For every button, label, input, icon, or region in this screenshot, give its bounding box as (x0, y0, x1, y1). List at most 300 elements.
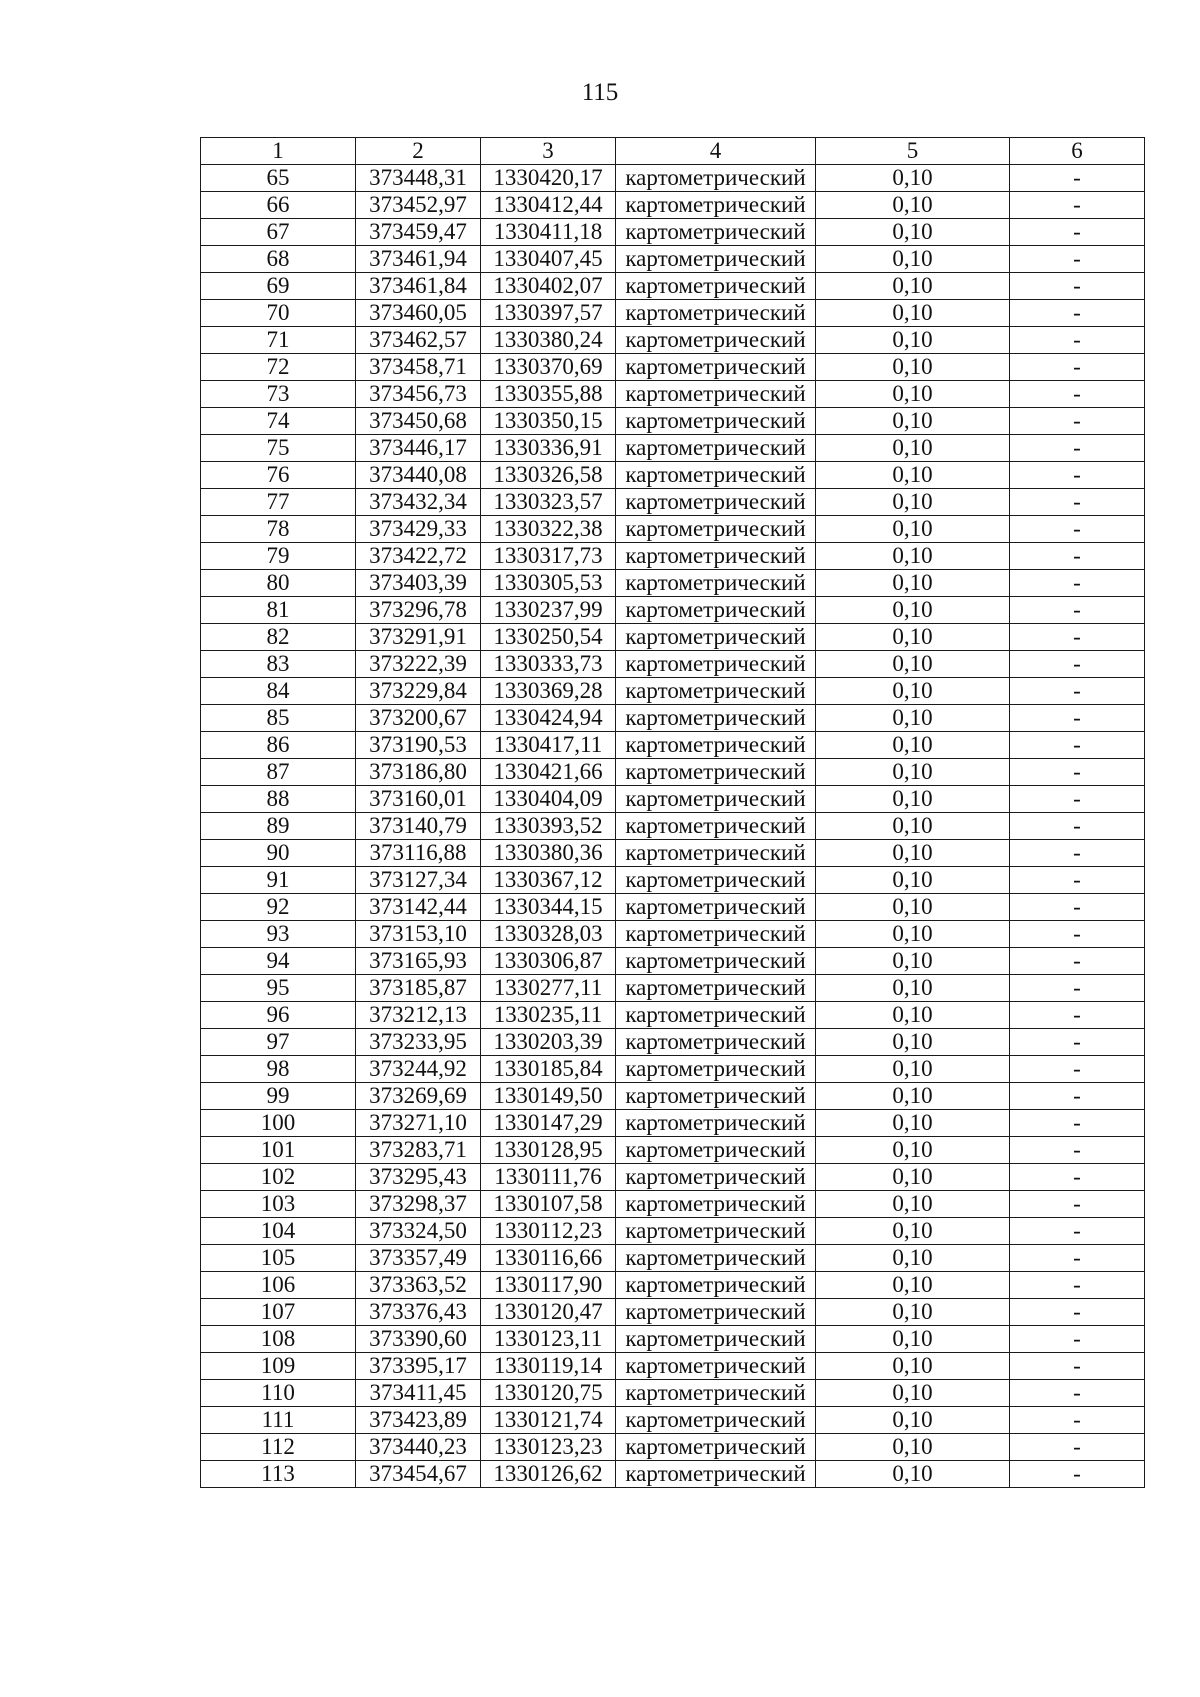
point-number-cell: 112 (201, 1434, 356, 1461)
point-number-cell: 94 (201, 948, 356, 975)
column-header-2: 2 (356, 138, 481, 165)
method-cell: картометрический (616, 354, 816, 381)
y-coordinate-cell: 1330237,99 (481, 597, 616, 624)
method-cell: картометрический (616, 165, 816, 192)
method-cell: картометрический (616, 1380, 816, 1407)
point-number-cell: 106 (201, 1272, 356, 1299)
point-number-cell: 76 (201, 462, 356, 489)
method-cell: картометрический (616, 1407, 816, 1434)
x-coordinate-cell: 373212,13 (356, 1002, 481, 1029)
point-number-cell: 65 (201, 165, 356, 192)
accuracy-cell: 0,10 (816, 570, 1010, 597)
x-coordinate-cell: 373448,31 (356, 165, 481, 192)
accuracy-cell: 0,10 (816, 894, 1010, 921)
column-header-6: 6 (1010, 138, 1145, 165)
method-cell: картометрический (616, 543, 816, 570)
y-coordinate-cell: 1330323,57 (481, 489, 616, 516)
y-coordinate-cell: 1330185,84 (481, 1056, 616, 1083)
accuracy-cell: 0,10 (816, 651, 1010, 678)
accuracy-cell: 0,10 (816, 1326, 1010, 1353)
point-number-cell: 71 (201, 327, 356, 354)
y-coordinate-cell: 1330116,66 (481, 1245, 616, 1272)
method-cell: картометрический (616, 894, 816, 921)
description-cell: - (1010, 516, 1145, 543)
y-coordinate-cell: 1330393,52 (481, 813, 616, 840)
method-cell: картометрический (616, 273, 816, 300)
y-coordinate-cell: 1330203,39 (481, 1029, 616, 1056)
description-cell: - (1010, 300, 1145, 327)
accuracy-cell: 0,10 (816, 1245, 1010, 1272)
point-number-cell: 79 (201, 543, 356, 570)
description-cell: - (1010, 813, 1145, 840)
y-coordinate-cell: 1330317,73 (481, 543, 616, 570)
description-cell: - (1010, 435, 1145, 462)
table-row (201, 1191, 1145, 1218)
accuracy-cell: 0,10 (816, 1110, 1010, 1137)
description-cell: - (1010, 1299, 1145, 1326)
x-coordinate-cell: 373324,50 (356, 1218, 481, 1245)
point-number-cell: 98 (201, 1056, 356, 1083)
y-coordinate-cell: 1330322,38 (481, 516, 616, 543)
description-cell: - (1010, 462, 1145, 489)
y-coordinate-cell: 1330111,76 (481, 1164, 616, 1191)
description-cell: - (1010, 381, 1145, 408)
method-cell: картометрический (616, 435, 816, 462)
accuracy-cell: 0,10 (816, 354, 1010, 381)
point-number-cell: 96 (201, 1002, 356, 1029)
point-number-cell: 85 (201, 705, 356, 732)
y-coordinate-cell: 1330126,62 (481, 1461, 616, 1488)
point-number-cell: 83 (201, 651, 356, 678)
x-coordinate-cell: 373116,88 (356, 840, 481, 867)
point-number-cell: 82 (201, 624, 356, 651)
x-coordinate-cell: 373185,87 (356, 975, 481, 1002)
x-coordinate-cell: 373165,93 (356, 948, 481, 975)
column-header-1: 1 (201, 138, 356, 165)
x-coordinate-cell: 373153,10 (356, 921, 481, 948)
accuracy-cell: 0,10 (816, 516, 1010, 543)
accuracy-cell: 0,10 (816, 732, 1010, 759)
point-number-cell: 67 (201, 219, 356, 246)
x-coordinate-cell: 373140,79 (356, 813, 481, 840)
x-coordinate-cell: 373142,44 (356, 894, 481, 921)
table-row (201, 1056, 1145, 1083)
table-row (201, 921, 1145, 948)
method-cell: картометрический (616, 678, 816, 705)
x-coordinate-cell: 373440,08 (356, 462, 481, 489)
table-row (201, 651, 1145, 678)
x-coordinate-cell: 373411,45 (356, 1380, 481, 1407)
point-number-cell: 101 (201, 1137, 356, 1164)
accuracy-cell: 0,10 (816, 1083, 1010, 1110)
y-coordinate-cell: 1330147,29 (481, 1110, 616, 1137)
accuracy-cell: 0,10 (816, 1002, 1010, 1029)
description-cell: - (1010, 1245, 1145, 1272)
table-row (201, 840, 1145, 867)
table-row (201, 1461, 1145, 1488)
y-coordinate-cell: 1330397,57 (481, 300, 616, 327)
point-number-cell: 84 (201, 678, 356, 705)
method-cell: картометрический (616, 516, 816, 543)
description-cell: - (1010, 1380, 1145, 1407)
method-cell: картометрический (616, 1191, 816, 1218)
x-coordinate-cell: 373461,84 (356, 273, 481, 300)
method-cell: картометрический (616, 1299, 816, 1326)
column-header-3: 3 (481, 138, 616, 165)
description-cell: - (1010, 867, 1145, 894)
y-coordinate-cell: 1330121,74 (481, 1407, 616, 1434)
point-number-cell: 69 (201, 273, 356, 300)
x-coordinate-cell: 373376,43 (356, 1299, 481, 1326)
table-row (201, 1164, 1145, 1191)
x-coordinate-cell: 373190,53 (356, 732, 481, 759)
table-header (201, 138, 1145, 165)
description-cell: - (1010, 624, 1145, 651)
point-number-cell: 110 (201, 1380, 356, 1407)
point-number-cell: 80 (201, 570, 356, 597)
point-number-cell: 97 (201, 1029, 356, 1056)
table-row (201, 489, 1145, 516)
method-cell: картометрический (616, 975, 816, 1002)
point-number-cell: 105 (201, 1245, 356, 1272)
table-row (201, 1245, 1145, 1272)
accuracy-cell: 0,10 (816, 705, 1010, 732)
y-coordinate-cell: 1330120,75 (481, 1380, 616, 1407)
y-coordinate-cell: 1330277,11 (481, 975, 616, 1002)
description-cell: - (1010, 1434, 1145, 1461)
point-number-cell: 113 (201, 1461, 356, 1488)
x-coordinate-cell: 373458,71 (356, 354, 481, 381)
y-coordinate-cell: 1330250,54 (481, 624, 616, 651)
column-header-5: 5 (816, 138, 1010, 165)
accuracy-cell: 0,10 (816, 759, 1010, 786)
accuracy-cell: 0,10 (816, 1434, 1010, 1461)
point-number-cell: 93 (201, 921, 356, 948)
y-coordinate-cell: 1330306,87 (481, 948, 616, 975)
description-cell: - (1010, 570, 1145, 597)
point-number-cell: 108 (201, 1326, 356, 1353)
accuracy-cell: 0,10 (816, 678, 1010, 705)
point-number-cell: 109 (201, 1353, 356, 1380)
method-cell: картометрический (616, 1137, 816, 1164)
description-cell: - (1010, 651, 1145, 678)
page-number: 115 (581, 79, 619, 106)
method-cell: картометрический (616, 921, 816, 948)
table-row (201, 975, 1145, 1002)
x-coordinate-cell: 373461,94 (356, 246, 481, 273)
point-number-cell: 99 (201, 1083, 356, 1110)
method-cell: картометрический (616, 840, 816, 867)
table-row (201, 327, 1145, 354)
accuracy-cell: 0,10 (816, 867, 1010, 894)
accuracy-cell: 0,10 (816, 408, 1010, 435)
accuracy-cell: 0,10 (816, 1137, 1010, 1164)
accuracy-cell: 0,10 (816, 1380, 1010, 1407)
accuracy-cell: 0,10 (816, 1299, 1010, 1326)
y-coordinate-cell: 1330120,47 (481, 1299, 616, 1326)
accuracy-cell: 0,10 (816, 273, 1010, 300)
point-number-cell: 102 (201, 1164, 356, 1191)
point-number-cell: 73 (201, 381, 356, 408)
table-row (201, 273, 1145, 300)
y-coordinate-cell: 1330369,28 (481, 678, 616, 705)
method-cell: картометрический (616, 489, 816, 516)
point-number-cell: 77 (201, 489, 356, 516)
y-coordinate-cell: 1330333,73 (481, 651, 616, 678)
x-coordinate-cell: 373456,73 (356, 381, 481, 408)
table-row (201, 1353, 1145, 1380)
table-row (201, 246, 1145, 273)
method-cell: картометрический (616, 651, 816, 678)
point-number-cell: 75 (201, 435, 356, 462)
table-row (201, 597, 1145, 624)
y-coordinate-cell: 1330112,23 (481, 1218, 616, 1245)
table-row (201, 300, 1145, 327)
table-row (201, 732, 1145, 759)
method-cell: картометрический (616, 1272, 816, 1299)
x-coordinate-cell: 373127,34 (356, 867, 481, 894)
accuracy-cell: 0,10 (816, 1272, 1010, 1299)
x-coordinate-cell: 373363,52 (356, 1272, 481, 1299)
description-cell: - (1010, 1218, 1145, 1245)
point-number-cell: 111 (201, 1407, 356, 1434)
method-cell: картометрический (616, 1218, 816, 1245)
table-row (201, 786, 1145, 813)
point-number-cell: 74 (201, 408, 356, 435)
point-number-cell: 86 (201, 732, 356, 759)
accuracy-cell: 0,10 (816, 1164, 1010, 1191)
point-number-cell: 91 (201, 867, 356, 894)
y-coordinate-cell: 1330305,53 (481, 570, 616, 597)
x-coordinate-cell: 373446,17 (356, 435, 481, 462)
table-row (201, 1272, 1145, 1299)
x-coordinate-cell: 373422,72 (356, 543, 481, 570)
method-cell: картометрический (616, 786, 816, 813)
method-cell: картометрический (616, 1461, 816, 1488)
y-coordinate-cell: 1330119,14 (481, 1353, 616, 1380)
point-number-cell: 66 (201, 192, 356, 219)
accuracy-cell: 0,10 (816, 327, 1010, 354)
coordinates-table (200, 137, 1145, 1488)
table-row (201, 354, 1145, 381)
accuracy-cell: 0,10 (816, 489, 1010, 516)
table-row (201, 1299, 1145, 1326)
description-cell: - (1010, 1326, 1145, 1353)
description-cell: - (1010, 1191, 1145, 1218)
x-coordinate-cell: 373440,23 (356, 1434, 481, 1461)
x-coordinate-cell: 373429,33 (356, 516, 481, 543)
accuracy-cell: 0,10 (816, 597, 1010, 624)
description-cell: - (1010, 1137, 1145, 1164)
description-cell: - (1010, 1056, 1145, 1083)
accuracy-cell: 0,10 (816, 192, 1010, 219)
method-cell: картометрический (616, 948, 816, 975)
accuracy-cell: 0,10 (816, 1353, 1010, 1380)
y-coordinate-cell: 1330421,66 (481, 759, 616, 786)
x-coordinate-cell: 373357,49 (356, 1245, 481, 1272)
y-coordinate-cell: 1330380,36 (481, 840, 616, 867)
description-cell: - (1010, 975, 1145, 1002)
table-row (201, 381, 1145, 408)
x-coordinate-cell: 373298,37 (356, 1191, 481, 1218)
x-coordinate-cell: 373423,89 (356, 1407, 481, 1434)
method-cell: картометрический (616, 1029, 816, 1056)
method-cell: картометрический (616, 1164, 816, 1191)
point-number-cell: 70 (201, 300, 356, 327)
y-coordinate-cell: 1330417,11 (481, 732, 616, 759)
table-row (201, 1326, 1145, 1353)
description-cell: - (1010, 273, 1145, 300)
y-coordinate-cell: 1330370,69 (481, 354, 616, 381)
description-cell: - (1010, 354, 1145, 381)
y-coordinate-cell: 1330424,94 (481, 705, 616, 732)
accuracy-cell: 0,10 (816, 219, 1010, 246)
table-row (201, 570, 1145, 597)
method-cell: картометрический (616, 867, 816, 894)
point-number-cell: 92 (201, 894, 356, 921)
table-row (201, 678, 1145, 705)
accuracy-cell: 0,10 (816, 300, 1010, 327)
point-number-cell: 78 (201, 516, 356, 543)
method-cell: картометрический (616, 1110, 816, 1137)
method-cell: картометрический (616, 813, 816, 840)
description-cell: - (1010, 219, 1145, 246)
description-cell: - (1010, 894, 1145, 921)
accuracy-cell: 0,10 (816, 462, 1010, 489)
accuracy-cell: 0,10 (816, 786, 1010, 813)
x-coordinate-cell: 373283,71 (356, 1137, 481, 1164)
table-row (201, 1218, 1145, 1245)
description-cell: - (1010, 597, 1145, 624)
description-cell: - (1010, 840, 1145, 867)
x-coordinate-cell: 373460,05 (356, 300, 481, 327)
table-row (201, 867, 1145, 894)
point-number-cell: 68 (201, 246, 356, 273)
table-row (201, 165, 1145, 192)
method-cell: картометрический (616, 327, 816, 354)
accuracy-cell: 0,10 (816, 381, 1010, 408)
table-row (201, 1002, 1145, 1029)
y-coordinate-cell: 1330336,91 (481, 435, 616, 462)
point-number-cell: 95 (201, 975, 356, 1002)
accuracy-cell: 0,10 (816, 1461, 1010, 1488)
x-coordinate-cell: 373432,34 (356, 489, 481, 516)
point-number-cell: 81 (201, 597, 356, 624)
accuracy-cell: 0,10 (816, 1407, 1010, 1434)
method-cell: картометрический (616, 759, 816, 786)
x-coordinate-cell: 373459,47 (356, 219, 481, 246)
y-coordinate-cell: 1330128,95 (481, 1137, 616, 1164)
x-coordinate-cell: 373454,67 (356, 1461, 481, 1488)
table-row (201, 759, 1145, 786)
table-row (201, 1380, 1145, 1407)
method-cell: картометрический (616, 462, 816, 489)
accuracy-cell: 0,10 (816, 813, 1010, 840)
table-row (201, 948, 1145, 975)
table-row (201, 462, 1145, 489)
description-cell: - (1010, 192, 1145, 219)
description-cell: - (1010, 705, 1145, 732)
x-coordinate-cell: 373450,68 (356, 408, 481, 435)
x-coordinate-cell: 373395,17 (356, 1353, 481, 1380)
accuracy-cell: 0,10 (816, 435, 1010, 462)
description-cell: - (1010, 327, 1145, 354)
description-cell: - (1010, 246, 1145, 273)
description-cell: - (1010, 489, 1145, 516)
x-coordinate-cell: 373390,60 (356, 1326, 481, 1353)
table-row (201, 543, 1145, 570)
point-number-cell: 88 (201, 786, 356, 813)
x-coordinate-cell: 373160,01 (356, 786, 481, 813)
description-cell: - (1010, 732, 1145, 759)
table-row (201, 1029, 1145, 1056)
accuracy-cell: 0,10 (816, 840, 1010, 867)
accuracy-cell: 0,10 (816, 1191, 1010, 1218)
y-coordinate-cell: 1330149,50 (481, 1083, 616, 1110)
x-coordinate-cell: 373222,39 (356, 651, 481, 678)
description-cell: - (1010, 1002, 1145, 1029)
y-coordinate-cell: 1330344,15 (481, 894, 616, 921)
method-cell: картометрический (616, 1002, 816, 1029)
accuracy-cell: 0,10 (816, 948, 1010, 975)
method-cell: картометрический (616, 570, 816, 597)
column-header-4: 4 (616, 138, 816, 165)
method-cell: картометрический (616, 246, 816, 273)
accuracy-cell: 0,10 (816, 921, 1010, 948)
y-coordinate-cell: 1330107,58 (481, 1191, 616, 1218)
description-cell: - (1010, 543, 1145, 570)
table-row (201, 894, 1145, 921)
method-cell: картометрический (616, 408, 816, 435)
x-coordinate-cell: 373271,10 (356, 1110, 481, 1137)
method-cell: картометрический (616, 219, 816, 246)
description-cell: - (1010, 759, 1145, 786)
description-cell: - (1010, 1164, 1145, 1191)
y-coordinate-cell: 1330123,23 (481, 1434, 616, 1461)
y-coordinate-cell: 1330350,15 (481, 408, 616, 435)
x-coordinate-cell: 373229,84 (356, 678, 481, 705)
description-cell: - (1010, 921, 1145, 948)
y-coordinate-cell: 1330412,44 (481, 192, 616, 219)
method-cell: картометрический (616, 732, 816, 759)
description-cell: - (1010, 678, 1145, 705)
header-row (201, 138, 1145, 165)
point-number-cell: 89 (201, 813, 356, 840)
description-cell: - (1010, 1272, 1145, 1299)
y-coordinate-cell: 1330355,88 (481, 381, 616, 408)
point-number-cell: 107 (201, 1299, 356, 1326)
description-cell: - (1010, 1083, 1145, 1110)
x-coordinate-cell: 373462,57 (356, 327, 481, 354)
y-coordinate-cell: 1330407,45 (481, 246, 616, 273)
x-coordinate-cell: 373403,39 (356, 570, 481, 597)
y-coordinate-cell: 1330420,17 (481, 165, 616, 192)
table-row (201, 192, 1145, 219)
y-coordinate-cell: 1330367,12 (481, 867, 616, 894)
table-row (201, 624, 1145, 651)
method-cell: картометрический (616, 597, 816, 624)
x-coordinate-cell: 373291,91 (356, 624, 481, 651)
method-cell: картометрический (616, 1056, 816, 1083)
x-coordinate-cell: 373186,80 (356, 759, 481, 786)
x-coordinate-cell: 373452,97 (356, 192, 481, 219)
point-number-cell: 103 (201, 1191, 356, 1218)
y-coordinate-cell: 1330235,11 (481, 1002, 616, 1029)
table-row (201, 705, 1145, 732)
x-coordinate-cell: 373295,43 (356, 1164, 481, 1191)
method-cell: картометрический (616, 1353, 816, 1380)
y-coordinate-cell: 1330328,03 (481, 921, 616, 948)
